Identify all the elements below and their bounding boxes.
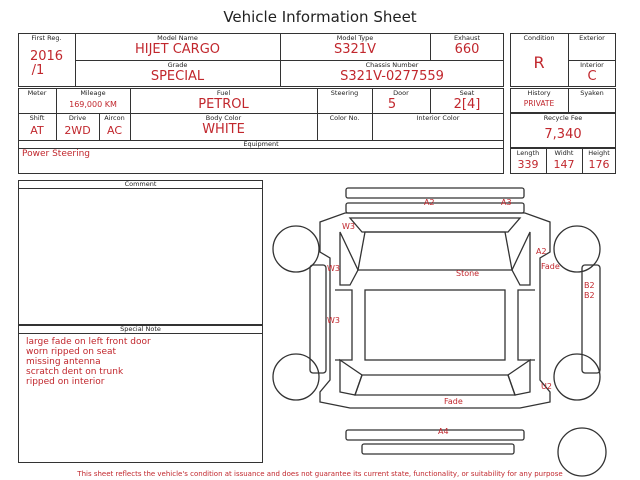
- chassis-number-label: Chassis Number: [365, 61, 419, 69]
- list-item: ripped on interior: [26, 377, 105, 387]
- damage-mark: A2: [536, 247, 547, 256]
- recycle-fee-label: Recycle Fee: [543, 114, 583, 122]
- height-label: Height: [588, 149, 610, 157]
- equipment-label: Equipment: [243, 140, 279, 148]
- fuel-label: Fuel: [216, 89, 231, 97]
- width-label: Widht: [554, 149, 574, 157]
- bumper-strip: [362, 444, 514, 454]
- condition-value: R: [533, 53, 545, 72]
- damage-mark: W3: [327, 316, 340, 325]
- a-pillar-right: [512, 232, 530, 285]
- recycle-fee-value: 7,340: [544, 127, 582, 142]
- history-value: PRIVATE: [523, 99, 555, 108]
- rear-window: [355, 375, 515, 395]
- damage-mark: Stone: [456, 269, 480, 278]
- model-type-value: S321V: [334, 42, 376, 57]
- damage-mark: A4: [438, 427, 449, 436]
- damage-mark: U2: [541, 382, 552, 391]
- body-color-value: WHITE: [202, 122, 245, 137]
- shift-value: AT: [30, 124, 44, 137]
- list-item: missing antenna: [26, 357, 101, 367]
- width-value: 147: [553, 158, 575, 171]
- body-outline: [320, 213, 550, 408]
- damage-mark: B2: [584, 281, 595, 290]
- model-name-value: HIJET CARGO: [134, 42, 221, 57]
- mileage-value: 169,000 KM: [69, 100, 117, 109]
- damage-mark: W3: [342, 222, 355, 231]
- shift-label: Shift: [29, 114, 45, 122]
- mileage-label: Mileage: [80, 89, 106, 97]
- rear-pillar-left: [340, 360, 362, 395]
- first-reg-label: First Reg.: [31, 34, 62, 42]
- damage-mark: A3: [501, 198, 512, 207]
- windshield: [358, 232, 512, 270]
- steering-label: Steering: [330, 89, 359, 97]
- left-door-lines: [335, 290, 352, 360]
- special-note-label: Special Note: [120, 325, 161, 333]
- interior-color-label: Interior Color: [416, 114, 460, 122]
- damage-mark: Fade: [541, 262, 560, 271]
- length-label: Length: [516, 149, 540, 157]
- rear-right-wheel-icon: [554, 354, 600, 400]
- roof-strip: [346, 203, 524, 213]
- syaken-label: Syaken: [580, 89, 604, 97]
- disclaimer-footer: This sheet reflects the vehicle's condition at issuance and does not guarantee its current state, functionality, or suitability for any purpose: [77, 470, 563, 478]
- hood-strip: [346, 188, 524, 198]
- grade-value: SPECIAL: [150, 69, 205, 84]
- spare-wheel-icon: [558, 428, 606, 476]
- exterior-label: Exterior: [579, 34, 605, 42]
- damage-mark: A2: [424, 198, 435, 207]
- rear-pillar-right: [508, 360, 530, 395]
- model-name-label: Model Name: [157, 34, 198, 42]
- damage-mark: W3: [327, 264, 340, 273]
- color-no-label: Color No.: [329, 114, 360, 122]
- left-side-panel: [310, 265, 326, 373]
- rear-left-wheel-icon: [273, 354, 319, 400]
- first-reg-year: 2016: [29, 49, 64, 64]
- grade-label: Grade: [167, 61, 188, 69]
- roof-panel: [365, 290, 505, 360]
- meter-label: Meter: [27, 89, 47, 97]
- interior-label: Interior: [580, 61, 604, 69]
- fuel-value: PETROL: [198, 97, 249, 112]
- condition-label: Condition: [523, 34, 555, 42]
- right-door-lines: [518, 290, 535, 360]
- a-pillar-left: [340, 232, 358, 285]
- drive-label: Drive: [68, 114, 87, 122]
- list-item: large fade on left front door: [26, 337, 151, 347]
- model-type-label: Model Type: [336, 34, 374, 42]
- door-value: 5: [387, 97, 397, 112]
- history-label: History: [527, 89, 551, 97]
- sheet-title: Vehicle Information Sheet: [223, 8, 417, 26]
- comment-label: Comment: [124, 180, 157, 188]
- aircon-label: Aircon: [104, 114, 125, 122]
- list-item: scratch dent on trunk: [26, 367, 124, 377]
- damage-mark: Fade: [444, 397, 463, 406]
- hood-panel: [350, 218, 520, 232]
- exhaust-label: Exhaust: [453, 34, 481, 42]
- equipment-value: Power Steering: [22, 149, 91, 159]
- list-item: worn ripped on seat: [26, 347, 117, 357]
- seat-value: 2[4]: [453, 97, 481, 112]
- chassis-number-value: S321V-0277559: [340, 69, 444, 84]
- body-color-label: Body Color: [205, 114, 242, 122]
- height-value: 176: [588, 158, 610, 171]
- door-label: Door: [393, 89, 409, 97]
- drive-value: 2WD: [64, 124, 91, 137]
- length-value: 339: [517, 158, 539, 171]
- rear-strip: [346, 430, 524, 440]
- aircon-value: AC: [106, 124, 122, 137]
- damage-mark: B2: [584, 291, 595, 300]
- first-reg-month: /1: [31, 63, 45, 78]
- interior-value: C: [587, 69, 597, 84]
- seat-label: Seat: [459, 89, 475, 97]
- exhaust-value: 660: [454, 42, 480, 57]
